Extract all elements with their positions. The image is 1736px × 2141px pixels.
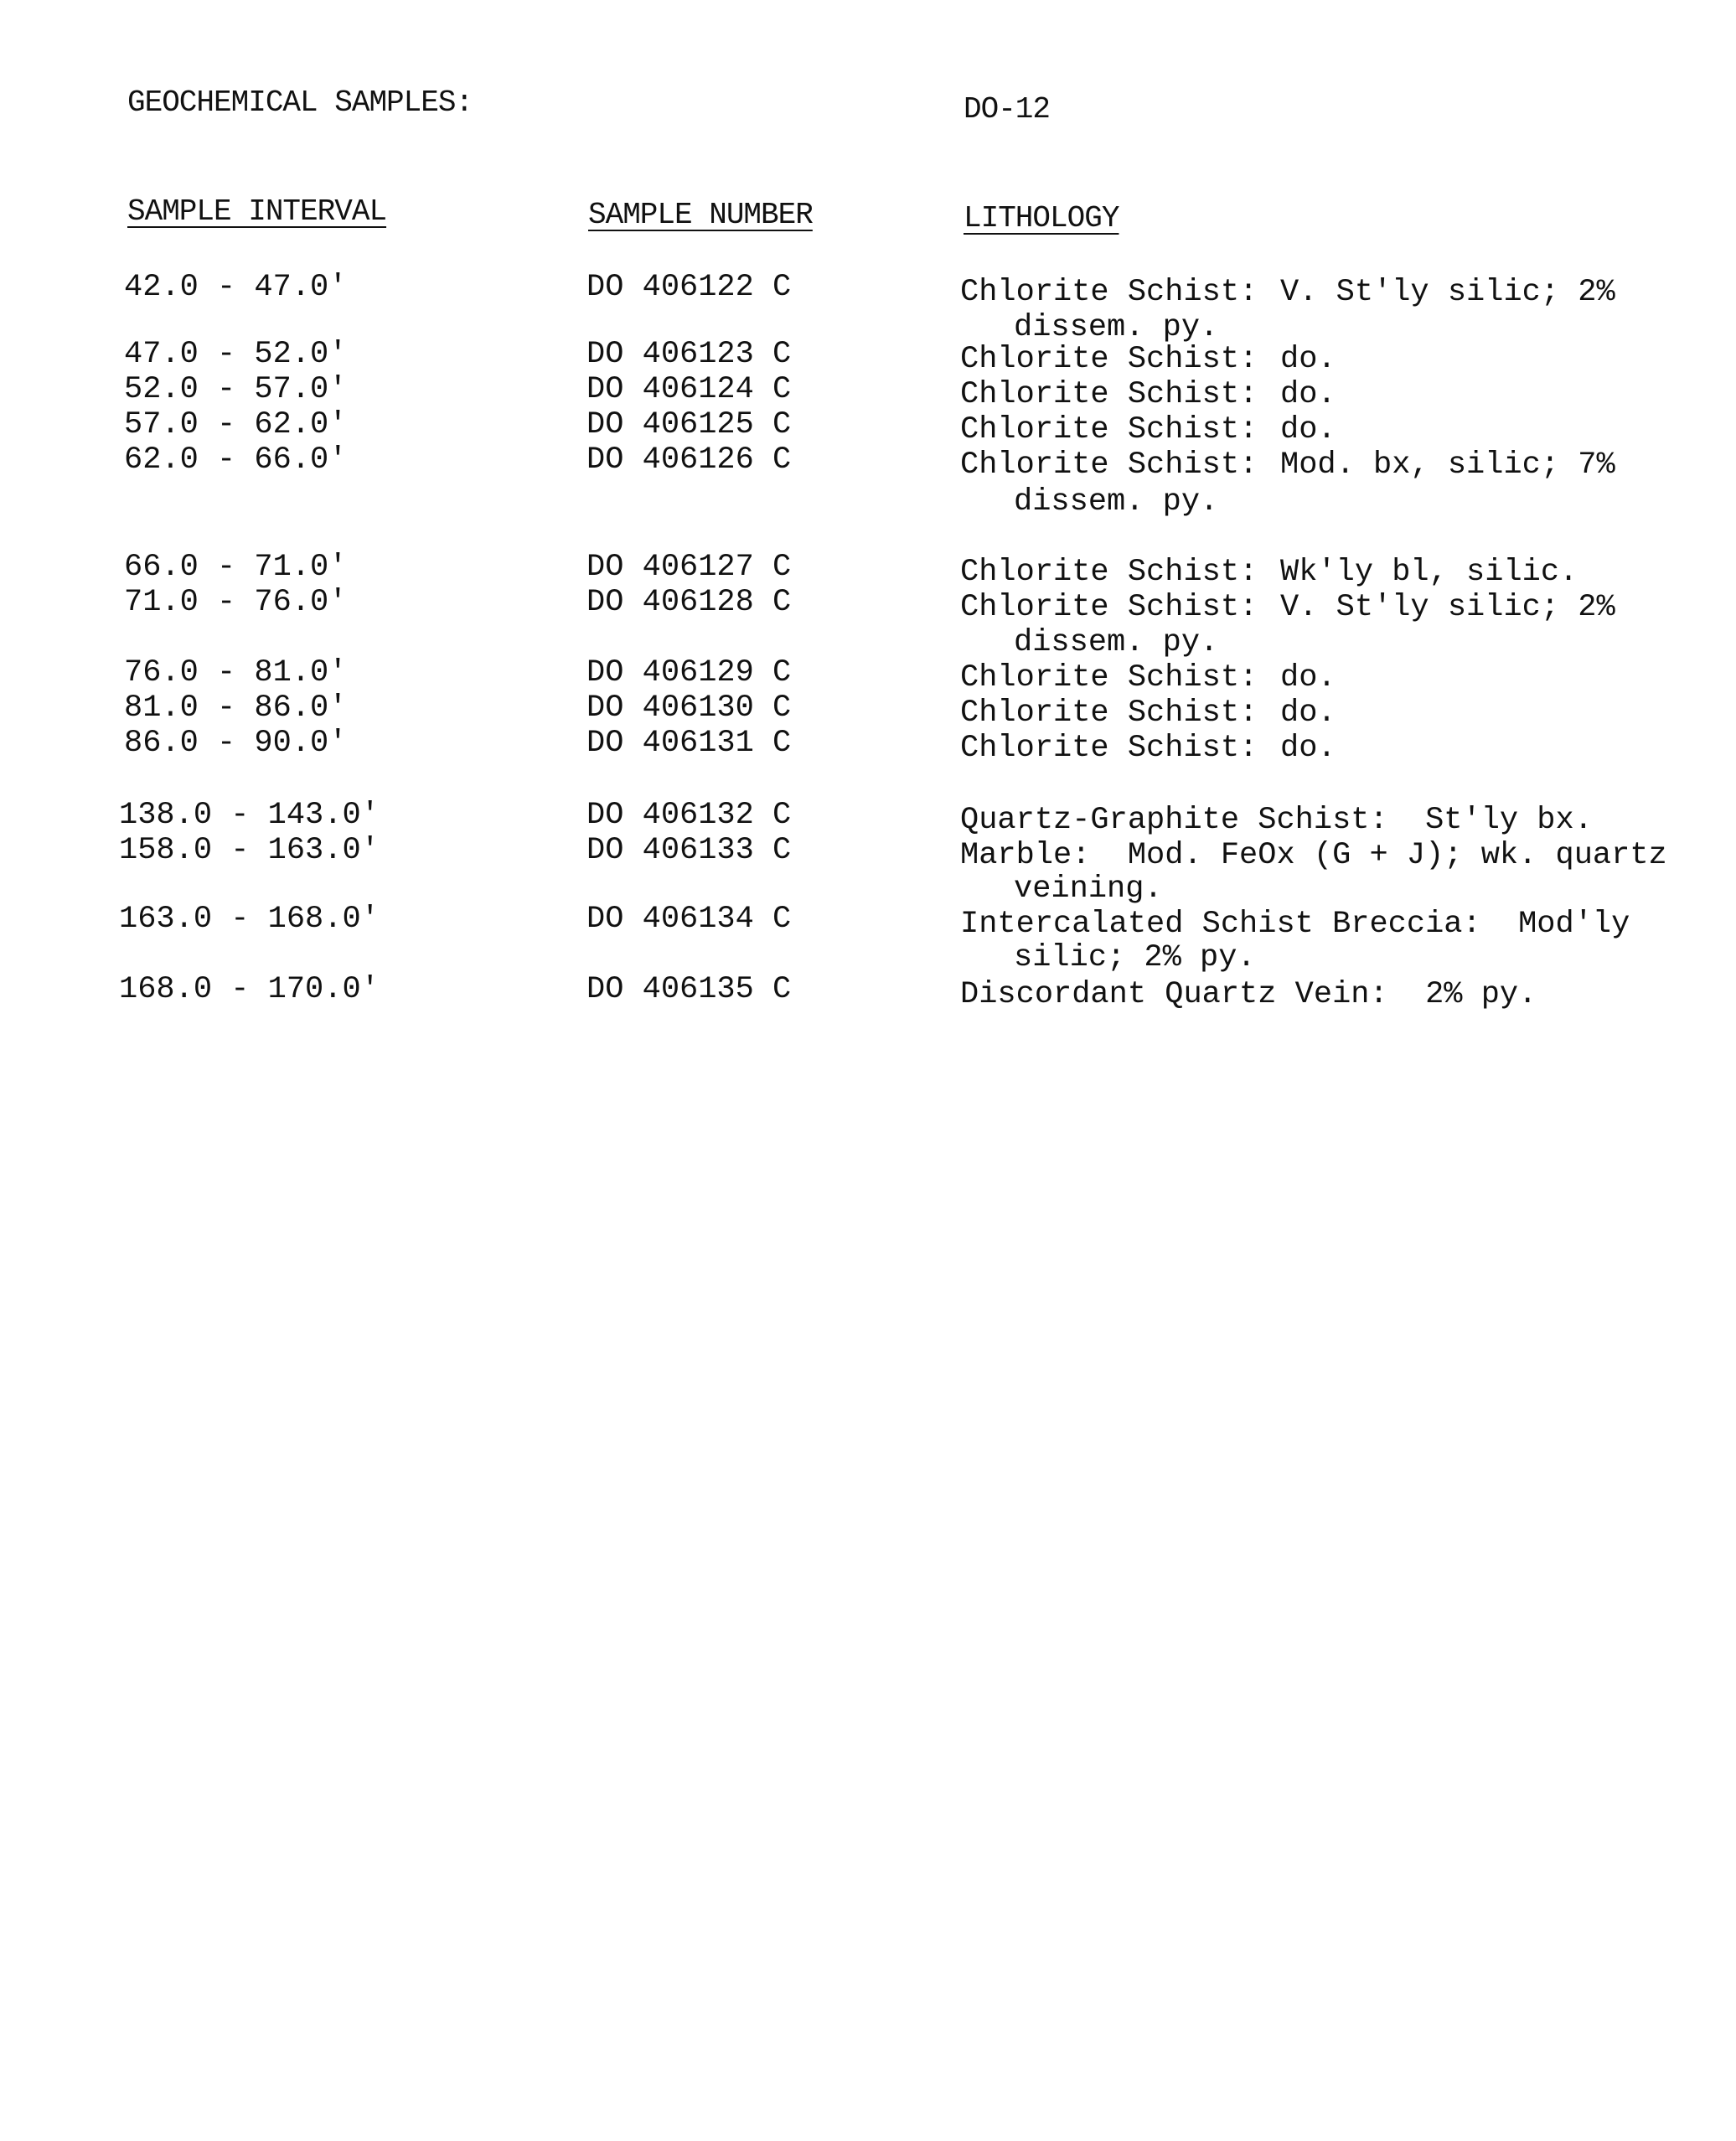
column-header-number: SAMPLE NUMBER [588, 198, 813, 232]
lithology-continuation: dissem. py. [1014, 484, 1219, 520]
column-header-lithology: LITHOLOGY [964, 201, 1119, 235]
sample-interval: 158.0 - 163.0' [119, 833, 380, 868]
lithology-text: Chlorite Schist: [960, 275, 1258, 310]
sample-number: DO 406122 C [586, 270, 792, 305]
lithology-text: Chlorite Schist: [960, 377, 1258, 412]
lithology-note: Wk'ly bl, silic. [1280, 555, 1578, 590]
sample-interval: 62.0 - 66.0' [124, 442, 348, 478]
table-row [0, 585, 1736, 660]
sample-number: DO 406128 C [586, 585, 792, 620]
lithology-text: Chlorite Schist: [960, 412, 1258, 447]
document-title: GEOCHEMICAL SAMPLES: [127, 85, 473, 120]
lithology-text: Intercalated Schist Breccia: Mod'ly [960, 907, 1630, 942]
table-row [0, 902, 1736, 975]
lithology-note: do. [1280, 660, 1336, 696]
sample-interval: 42.0 - 47.0' [124, 270, 348, 305]
lithology-continuation: veining. [1014, 871, 1163, 907]
lithology-text: Chlorite Schist: [960, 696, 1258, 731]
hole-id: DO-12 [964, 92, 1051, 127]
lithology-text: Chlorite Schist: [960, 660, 1258, 696]
sample-number: DO 406126 C [586, 442, 792, 478]
sample-number: DO 406134 C [586, 902, 792, 937]
lithology-text: Chlorite Schist: [960, 342, 1258, 377]
lithology-note: V. St'ly silic; 2% [1280, 590, 1615, 625]
sample-interval: 57.0 - 62.0' [124, 407, 348, 442]
sample-number: DO 406133 C [586, 833, 792, 868]
lithology-text: Chlorite Schist: [960, 731, 1258, 766]
table-row [0, 407, 1736, 447]
lithology-continuation: dissem. py. [1014, 310, 1219, 345]
table-row [0, 442, 1736, 520]
sample-interval: 163.0 - 168.0' [119, 902, 380, 937]
lithology-note: do. [1280, 731, 1336, 766]
column-header-interval: SAMPLE INTERVAL [127, 194, 387, 229]
lithology-note: V. St'ly silic; 2% [1280, 275, 1615, 310]
sample-number: DO 406135 C [586, 972, 792, 1007]
lithology-text: Chlorite Schist: [960, 590, 1258, 625]
lithology-note: Mod. bx, silic; 7% [1280, 447, 1615, 483]
sample-number: DO 406130 C [586, 690, 792, 726]
table-row [0, 270, 1736, 345]
table-row [0, 690, 1736, 731]
table-row [0, 337, 1736, 377]
lithology-note: do. [1280, 696, 1336, 731]
table-row [0, 372, 1736, 412]
lithology-note: do. [1280, 342, 1336, 377]
lithology-text: Chlorite Schist: [960, 555, 1258, 590]
sample-number: DO 406132 C [586, 798, 792, 833]
sample-interval: 47.0 - 52.0' [124, 337, 348, 372]
sample-interval: 66.0 - 71.0' [124, 550, 348, 585]
sample-interval: 76.0 - 81.0' [124, 655, 348, 690]
sample-interval: 86.0 - 90.0' [124, 726, 348, 761]
sample-number: DO 406125 C [586, 407, 792, 442]
lithology-text: Discordant Quartz Vein: 2% py. [960, 977, 1537, 1012]
lithology-text: Quartz-Graphite Schist: St'ly bx. [960, 803, 1593, 838]
table-row [0, 655, 1736, 696]
sample-number: DO 406124 C [586, 372, 792, 407]
lithology-continuation: silic; 2% py. [1014, 940, 1256, 975]
sample-interval: 71.0 - 76.0' [124, 585, 348, 620]
table-row [0, 726, 1736, 766]
table-row [0, 798, 1736, 838]
sample-interval: 81.0 - 86.0' [124, 690, 348, 726]
sample-number: DO 406123 C [586, 337, 792, 372]
lithology-note: do. [1280, 377, 1336, 412]
lithology-note: do. [1280, 412, 1336, 447]
lithology-continuation: dissem. py. [1014, 625, 1219, 660]
sample-number: DO 406127 C [586, 550, 792, 585]
sample-interval: 52.0 - 57.0' [124, 372, 348, 407]
sample-number: DO 406129 C [586, 655, 792, 690]
sample-interval: 138.0 - 143.0' [119, 798, 380, 833]
sample-interval: 168.0 - 170.0' [119, 972, 380, 1007]
table-row [0, 972, 1736, 1012]
lithology-text: Marble: Mod. FeOx (G + J); wk. quartz [960, 838, 1667, 873]
lithology-text: Chlorite Schist: [960, 447, 1258, 483]
table-row [0, 833, 1736, 907]
table-row [0, 550, 1736, 590]
sample-number: DO 406131 C [586, 726, 792, 761]
